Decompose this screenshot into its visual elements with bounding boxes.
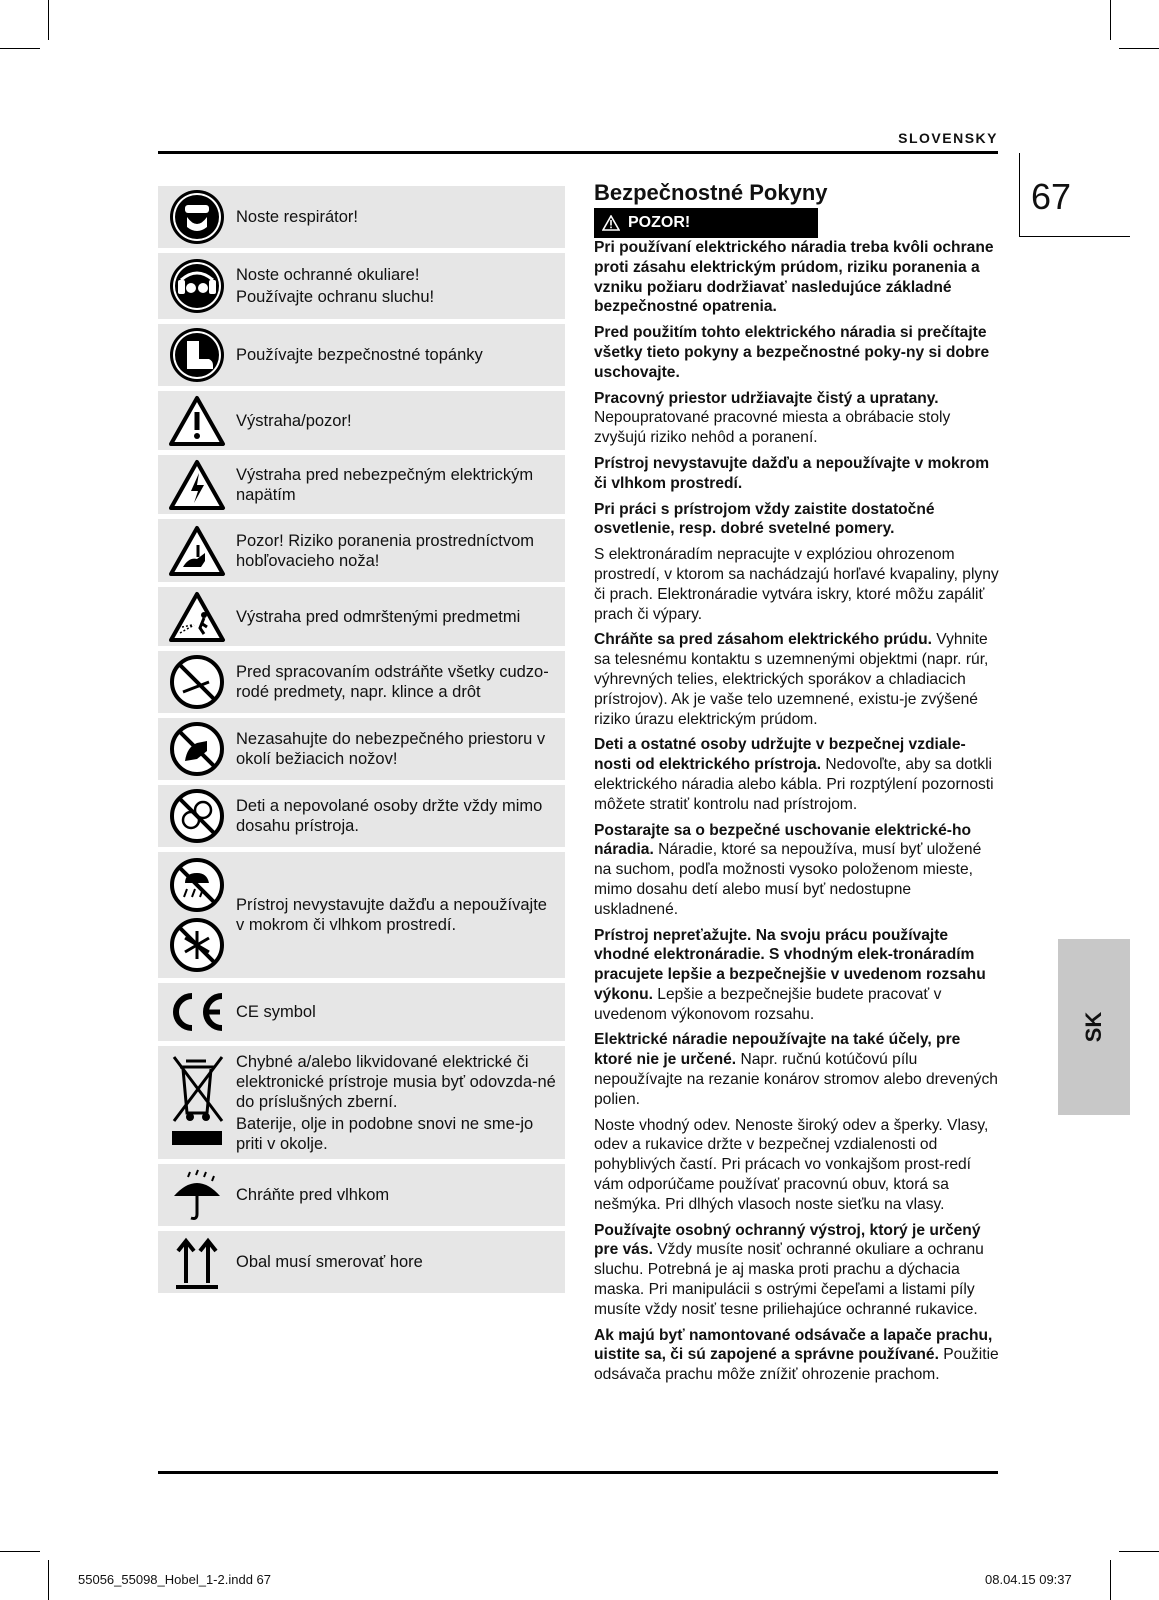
- footer-date: 08.04.15 09:37: [985, 1572, 1072, 1587]
- symbol-text: CE symbol: [236, 1003, 316, 1021]
- symbol-text: Chráňte pred vlhkom: [236, 1186, 390, 1204]
- flying-objects-icon: [168, 591, 226, 643]
- symbol-text: Noste ochranné okuliare!: [236, 266, 420, 284]
- instruction-paragraph: [594, 1030, 999, 1109]
- instruction-heading: Pri práci s prístrojom vždy zaistite dostatočné osvetlenie, resp. dobré svetelné pomery.: [594, 500, 935, 538]
- no-rain-icon: [169, 857, 225, 913]
- umbrella-icon: [168, 1166, 226, 1224]
- language-header: SLOVENSKY: [898, 130, 998, 146]
- symbol-row: [158, 651, 565, 713]
- instruction-heading: Elektrické náradie nepoužívajte na také účely, pre ktoré nie je určené.: [594, 1031, 961, 1069]
- instruction-text: Vždy musíte nosiť ochranné okuliare a ochranu sluchu. Potrebná je aj maska proti prachu a dýchacia maska. Pri manipulácii s ostrými čepeľami a listami píly musíte vždy nosiť tesne priliehajúce ochranné rukavice.: [594, 1241, 984, 1318]
- electric-voltage-icon: [168, 459, 226, 511]
- goggles-ear-protection-icon: [169, 258, 225, 314]
- symbol-row: [158, 324, 565, 386]
- section-title: Bezpečnostné Pokyny: [594, 180, 828, 205]
- keep-children-away-icon: [169, 788, 225, 844]
- instruction-paragraph: [594, 1116, 999, 1215]
- crossed-bin-icon: [166, 1051, 228, 1155]
- symbol-text: Používajte ochranu sluchu!: [236, 288, 435, 306]
- symbol-row: [158, 1164, 565, 1226]
- symbol-text: Deti a nepovolané osoby držte vždy mimo dosahu prístroja.: [236, 797, 543, 835]
- warning-triangle-icon: [602, 215, 620, 231]
- instruction-heading: Pracovný priestor udržiavajte čistý a upratany.: [594, 389, 939, 407]
- instruction-text: Nepoupratované pracovné miesta a obrábacie stoly zvyšujú riziko nehôd a poranení.: [594, 409, 951, 447]
- ce-mark-icon: [166, 991, 228, 1033]
- instruction-paragraphs: [594, 238, 999, 1385]
- symbol-row: [158, 455, 565, 514]
- instruction-heading: Prístroj nevystavujte dažďu a nepoužívajte v mokrom či vlhkom prostredí.: [594, 454, 990, 492]
- symbol-legend: [158, 186, 565, 1298]
- symbol-text: Výstraha/pozor!: [236, 411, 352, 430]
- warning-banner: [594, 208, 818, 238]
- symbol-row: [158, 1231, 565, 1293]
- footer-filename: 55056_55098_Hobel_1-2.indd 67: [78, 1572, 272, 1587]
- symbol-text: Pred spracovaním odstráňte všetky cudzo-rodé predmety, napr. klince a drôt: [236, 663, 549, 701]
- symbol-row: [158, 983, 565, 1041]
- instruction-paragraph: [594, 238, 999, 317]
- crop-mark: [48, 0, 49, 40]
- instruction-text: Noste vhodný odev. Nenoste široký odev a šperky. Vlasy, odev a rukavice držte v bezpečnej vzdialenosti od pohyblivých častí. Pri prácach vo vonkajšom prost-redí vám odporúčame používať pracovnú obuv, ktorá sa nešmýka. Pri dlhých vlasoch noste sieťku na vlasy.: [594, 1116, 989, 1213]
- symbol-text: Noste respirátor!: [236, 208, 358, 226]
- symbol-text: Používajte bezpečnostné topánky: [236, 346, 483, 364]
- remove-nails-icon: [169, 654, 225, 710]
- crop-mark: [0, 1551, 40, 1552]
- warning-triangle-icon: [168, 395, 226, 447]
- instruction-text: S elektronáradím nepracujte v explóziou ohrozenom prostredí, v ktorom sa nachádzajú horľavé kvapaliny, plyny či prach. Elektronáradie vytvára iskry, ktoré môžu zapáliť prach či výpary.: [594, 546, 999, 623]
- instruction-heading: Chráňte sa pred zásahom elektrického prúdu.: [594, 631, 932, 649]
- instruction-paragraph: [594, 323, 999, 382]
- symbol-text: Obal musí smerovať hore: [236, 1253, 423, 1271]
- crop-mark: [1119, 48, 1159, 49]
- instruction-text: Nedovoľte, aby sa dotkli elektrického náradia alebo kábla. Pri rozptýlení pozornosti môžete stratiť kontrolu nad prístrojom.: [594, 756, 994, 813]
- instruction-paragraph: [594, 735, 999, 814]
- crop-mark: [1110, 1560, 1111, 1600]
- symbol-row: [158, 718, 565, 780]
- bottom-rule: [158, 1471, 998, 1474]
- no-reach-in-icon: [169, 721, 225, 777]
- instruction-paragraph: [594, 630, 999, 729]
- instruction-paragraph: [594, 1221, 999, 1320]
- symbol-text: Výstraha pred odmrštenými predmetmi: [236, 607, 521, 626]
- page-number: 67: [1031, 176, 1072, 217]
- instruction-heading: Deti a ostatné osoby udržujte v bezpečnej vzdiale-nosti od elektrického prístroja.: [594, 736, 966, 774]
- symbol-text: Nezasahujte do nebezpečného priestoru v okolí bežiacich nožov!: [236, 730, 546, 768]
- instruction-paragraph: [594, 1326, 999, 1385]
- instruction-text: Napr. ručnú kotúčovú pílu nepoužívajte na rezanie konárov stromov alebo drevených polien.: [594, 1051, 998, 1108]
- language-side-tab: [1058, 939, 1130, 1115]
- instruction-text: Použitie odsávača prachu môže znížiť ohrozenie prachom.: [594, 1346, 999, 1384]
- symbol-text: Chybné a/alebo likvidované elektrické či elektronické prístroje musia byť odovzda-né do príslušných zberní.: [236, 1052, 556, 1111]
- symbol-row: [158, 1046, 565, 1159]
- instruction-heading: Pred použitím tohto elektrického náradia si prečítajte všetky tieto pokyny a bezpečnostné poky-ny si dobre uschovajte.: [594, 324, 990, 381]
- respirator-icon: [169, 189, 225, 245]
- instruction-heading: Používajte osobný ochranný výstroj, ktorý je určený pre vás.: [594, 1221, 981, 1259]
- hand-blade-injury-icon: [168, 525, 226, 577]
- side-tab-label: SK: [1081, 1011, 1106, 1043]
- symbol-row: [158, 253, 565, 319]
- crop-mark: [0, 48, 40, 49]
- crop-mark: [48, 1560, 49, 1600]
- instruction-heading: Prístroj nepreťažujte. Na svoju prácu používajte vhodné elektronáradie. S vhodným elek-tronáradím pracujete lepšie a bezpečnejšie v uvedenom rozsahu výkonu.: [594, 926, 986, 1003]
- instruction-text: Vyhnite sa telesnému kontaktu s uzemnenými objektmi (napr. rúr, výhrevných telies, elektrických sporákov a chladiacich prístrojov). Ak je vaše telo uzemnené, existu-je zvýšené riziko úrazu elektrickým prúdom.: [594, 631, 989, 728]
- crop-mark: [1110, 0, 1111, 40]
- instruction-text: Náradie, ktoré sa nepoužíva, musí byť uložené na suchom, podľa možnosti vysoko položenom mieste, mimo dosahu detí alebo musí byť nedostupne uskladnené.: [594, 841, 982, 918]
- safety-instructions: [594, 180, 999, 1391]
- instruction-paragraph: [594, 500, 999, 540]
- instruction-paragraph: [594, 821, 999, 920]
- safety-boots-icon: [169, 327, 225, 383]
- symbol-row: [158, 785, 565, 847]
- instruction-paragraph: [594, 926, 999, 1025]
- instruction-heading: Ak majú byť namontované odsávače a lapače prachu, uistite sa, či sú zapojené a správne používané.: [594, 1326, 993, 1364]
- instruction-heading: Pri používaní elektrického náradia treba kvôli ochrane proti zásahu elektrickým prúdom, riziku poranenia a vzniku požiaru dodržiavať nasledujúce základné bezpečnostné opatrenia.: [594, 239, 994, 316]
- instruction-paragraph: [594, 389, 999, 448]
- crop-mark: [1119, 1551, 1159, 1552]
- symbol-row: [158, 519, 565, 582]
- symbol-row: [158, 852, 565, 978]
- this-side-up-icon: [172, 1233, 222, 1291]
- no-frost-icon: [169, 917, 225, 973]
- instruction-heading: Postarajte sa o bezpečné uschovanie elektrické-ho náradia.: [594, 821, 971, 859]
- instruction-paragraph: [594, 545, 999, 624]
- symbol-text: Baterije, olje in podobne snovi ne sme-jo priti v okolje.: [236, 1114, 534, 1153]
- warning-label: POZOR!: [628, 214, 691, 232]
- symbol-row: [158, 391, 565, 450]
- symbol-row: [158, 587, 565, 646]
- symbol-text: Výstraha pred nebezpečným elektrickým napätím: [236, 465, 534, 504]
- instruction-text: Lepšie a bezpečnejšie budete pracovať v uvedenom výkonovom rozsahu.: [594, 985, 942, 1023]
- symbol-row: [158, 186, 565, 248]
- top-rule: [158, 151, 998, 154]
- instruction-paragraph: [594, 454, 999, 494]
- symbol-text: Prístroj nevystavujte dažďu a nepoužívajte v mokrom či vlhkom prostredí.: [236, 896, 547, 934]
- rain-frost-icons: [158, 857, 236, 973]
- symbol-text: Pozor! Riziko poranenia prostredníctvom hobľovacieho noža!: [236, 531, 535, 570]
